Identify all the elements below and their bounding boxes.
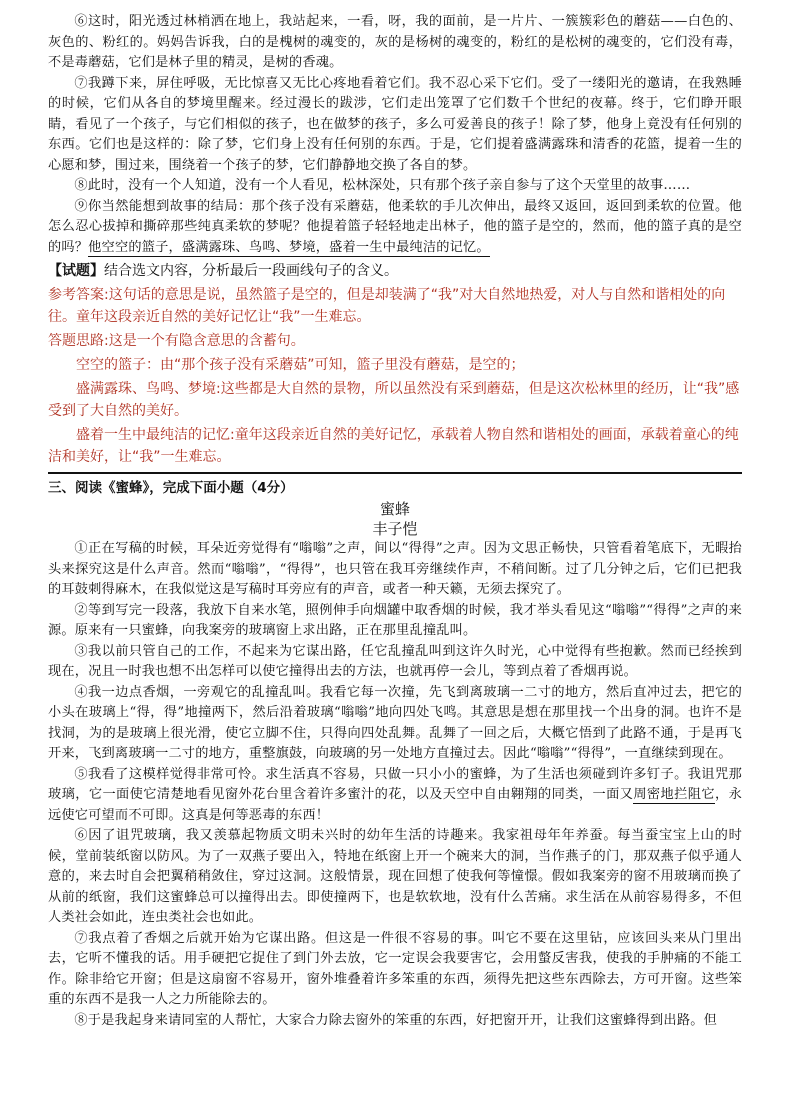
section-divider bbox=[48, 472, 742, 474]
bee-paragraph-7: ⑦我点着了香烟之后就开始为它谋出路。但这是一件很不容易的事。叫它不要在这里钻，应该回头来从门里出去，它听不懂我的话。用手硬把它捉住了到门外去放，它一定误会我要害它，会用螫反害我，使我的手肿痛的不能工作。除非给它开窗；但是这扇窗不容易开，窗外堆叠着许多笨重的东西，须得先把这些东西除去，方可开窗。这些笨重的东西不是我一人之力所能除去的。 bbox=[48, 930, 742, 1007]
underlined-phrase: 周密地拦阻它 bbox=[633, 787, 715, 802]
bee-paragraph-1: ①正在写稿的时候，耳朵近旁觉得有“嗡嗡”之声，间以“得得”之声。因为文思正畅快，只管看着笔底下，无暇抬头来探究这是什么声音。然而“嗡嗡”，“得得”，也只管在我耳旁继续作声，不稍间断。过了几分钟之后，它们已把我的耳鼓刺得麻木，在我似觉这是写稿时耳旁应有的声音，或者一种天籁，无须去探究了。 bbox=[48, 541, 742, 597]
thinking-item-1-label: 空空的篮子： bbox=[76, 357, 160, 373]
thinking-item-1 bbox=[48, 354, 742, 376]
paragraph-8: ⑧此时，没有一个人知道，没有一个人看见，松林深处，只有那个孩子亲自参与了这个天堂里的故事…… bbox=[74, 178, 691, 193]
bee-paragraph-2: ②等到写完一段落，我放下自来水笔，照例伸手向烟罐中取香烟的时候，我才举头看见这“嗡嗡”“得得”之声的来源。原来有一只蜜蜂，向我案旁的玻璃窗上求出路，正在那里乱撞乱叫。 bbox=[48, 602, 742, 638]
document-page bbox=[48, 12, 742, 1031]
thinking-item-1-text: 由“那个孩子没有采蘑菇”可知，篮子里没有蘑菇，是空的； bbox=[160, 357, 525, 373]
underlined-sentence: 他空空的篮子，盛满露珠、鸟鸣、梦境，盛着一生中最纯洁的记忆。 bbox=[88, 239, 490, 255]
thinking-item-3-label: 盛着一生中最纯洁的记忆: bbox=[76, 427, 235, 443]
thinking-label: 答题思路: bbox=[48, 333, 109, 349]
answer-text: 这句话的意思是说，虽然篮子是空的，但是却装满了“我”对大自然地热爱，对人与自然和谐相处的向往。童年这段亲近自然的美好记忆让“我”一生难忘。 bbox=[48, 287, 726, 325]
answer-thinking bbox=[48, 330, 742, 352]
thinking-item-3 bbox=[48, 424, 742, 468]
thinking-item-2-text-end: 感受到了大自然的美好。 bbox=[48, 381, 740, 419]
thinking-item-3-text: 童年这段亲近自然的美好记忆，承载着人物自然和谐相处的画面，承载着童心的纯洁和美好，让“我”一生难忘。 bbox=[48, 427, 739, 465]
thinking-text: 这是一个有隐含意思的含蓄句。 bbox=[108, 333, 305, 349]
thinking-item-2 bbox=[48, 378, 742, 422]
thinking-item-2-quote: “我” bbox=[696, 381, 726, 397]
paragraph-6: ⑥这时，阳光透过林梢洒在地上，我站起来，一看，呀，我的面前，是一片片、一簇簇彩色的蘑菇——白色的、灰色的、粉红的。妈妈告诉我，白的是槐树的魂变的，灰的是杨树的魂变的，粉红的是松树的魂变的，它们没有毒，不是毒蘑菇，它们是林子里的精灵，是树的香魂。 bbox=[48, 14, 742, 70]
thinking-item-2-text: 这些都是大自然的景物，所以虽然没有采到蘑菇，但是这次松林里的经历，让 bbox=[220, 381, 697, 397]
bee-paragraph-6: ⑥因了诅咒玻璃，我又羡慕起物质文明未兴时的幼年生活的诗趣来。我家祖母年年养蚕。每当蚕宝宝上山的时候，堂前装纸窗以防风。为了一双燕子要出入，特地在纸窗上开一个碗来大的洞，当作燕子的门，那双燕子似乎通人意的，来去时自会把翼稍稍敛住，穿过这洞。这般情景，现在回想了使我何等憧憬。假如我案旁的窗不用玻璃而换了从前的纸窗，我们这蜜蜂总可以撞得出去。即使撞两下，也是软软地，没有什么苦痛。求生活在从前容易得多，不但人类社会如此，连虫类社会也如此。 bbox=[48, 828, 742, 925]
reference-answer bbox=[48, 284, 742, 328]
bee-paragraph-8: ⑧于是我起身来请同室的人帮忙，大家合力除去窗外的笨重的东西，好把窗开开，让我们这蜜蜂得到出路。但 bbox=[74, 1012, 717, 1028]
bee-paragraph-5-end: ，永远使它可望而不可即。这真是何等恶毒的东西！ bbox=[48, 787, 742, 823]
thinking-item-2-label: 盛满露珠、鸟鸣、梦境: bbox=[76, 381, 221, 397]
question bbox=[48, 260, 742, 282]
bee-paragraph-5-text: ⑤我看了这模样觉得非常可怜。求生活真不容易，只做一只小小的蜜蜂，为了生活也须碰到许多钉子。我诅咒那玻璃，它一面使它清楚地看见窗外花台里含着许多蜜汁的花，以及天空中自由翱翔的同类，一面又 bbox=[48, 766, 742, 802]
bee-paragraph-5 bbox=[48, 765, 742, 827]
section-3-heading: 三、阅读《蜜蜂》，完成下面小题（4分） bbox=[48, 480, 294, 496]
question-text: 结合选文内容，分析最后一段画线句子的含义。 bbox=[104, 263, 398, 279]
paragraph-7: ⑦我蹲下来，屏住呼吸，无比惊喜又无比心疼地看着它们。我不忍心采下它们。受了一缕阳光的邀请，在我熟睡的时候，它们从各自的梦境里醒来。经过漫长的跋涉，它们走出笼罩了它们数千个世纪的夜幕。终于，它们睁开眼睛，看见了一个孩子，与它们相似的孩子，也在做梦的孩子，多么可爱善良的孩子！除了梦，他身上竟没有任何别的东西。它们也是这样的：除了梦，它们身上没有任何别的东西。于是，它们提着盛满露珠和清香的花篮，提着一生的心愿和梦，围过来，围绕着一个孩子的梦，它们静静地交换了各自的梦。 bbox=[48, 75, 742, 173]
bee-paragraph-3: ③我以前只管自己的工作，不起来为它谋出路，任它乱撞乱叫到这许久时光，心中觉得有些抱歉。然而已经挨到现在，况且一时我也想不出怎样可以使它撞得出去的方法，也就再停一会儿，等到点着了香烟再说。 bbox=[48, 643, 742, 679]
article-author: 丰子恺 bbox=[372, 520, 418, 538]
paragraph-9 bbox=[48, 197, 742, 259]
question-bracket: 【试题】 bbox=[48, 263, 104, 279]
answer-label: 参考答案: bbox=[48, 287, 109, 303]
article-title: 蜜蜂 bbox=[379, 500, 410, 518]
paragraph-9-text: ⑨你当然能想到故事的结局：那个孩子没有采蘑菇，他柔软的手儿次伸出，最终又返回，返回到柔软的位置。他怎么忍心拔掉和撕碎那些纯真柔软的梦呢？他提着篮子轻轻地走出林子，他的篮子是空的，然而，他的篮子真的是空的吗？ bbox=[48, 198, 742, 255]
bee-paragraph-4: ④我一边点香烟，一旁观它的乱撞乱叫。我看它每一次撞，先飞到离玻璃一二寸的地方，然后直冲过去，把它的小头在玻璃上“得，得”地撞两下，然后沿着玻璃“嗡嗡”地向四处飞鸣。其意思是想在那里找一个出身的洞。也许不是找洞，为的是玻璃上很光滑，使它立脚不住，只得向四处乱舞。乱舞了一回之后，大概它悟到了此路不通，于是再飞开来，飞到离玻璃一二寸的地方，重整旗鼓，向玻璃的另一处地方直撞过去。因此“嗡嗡”“得得”，一直继续到现在。 bbox=[48, 684, 742, 761]
